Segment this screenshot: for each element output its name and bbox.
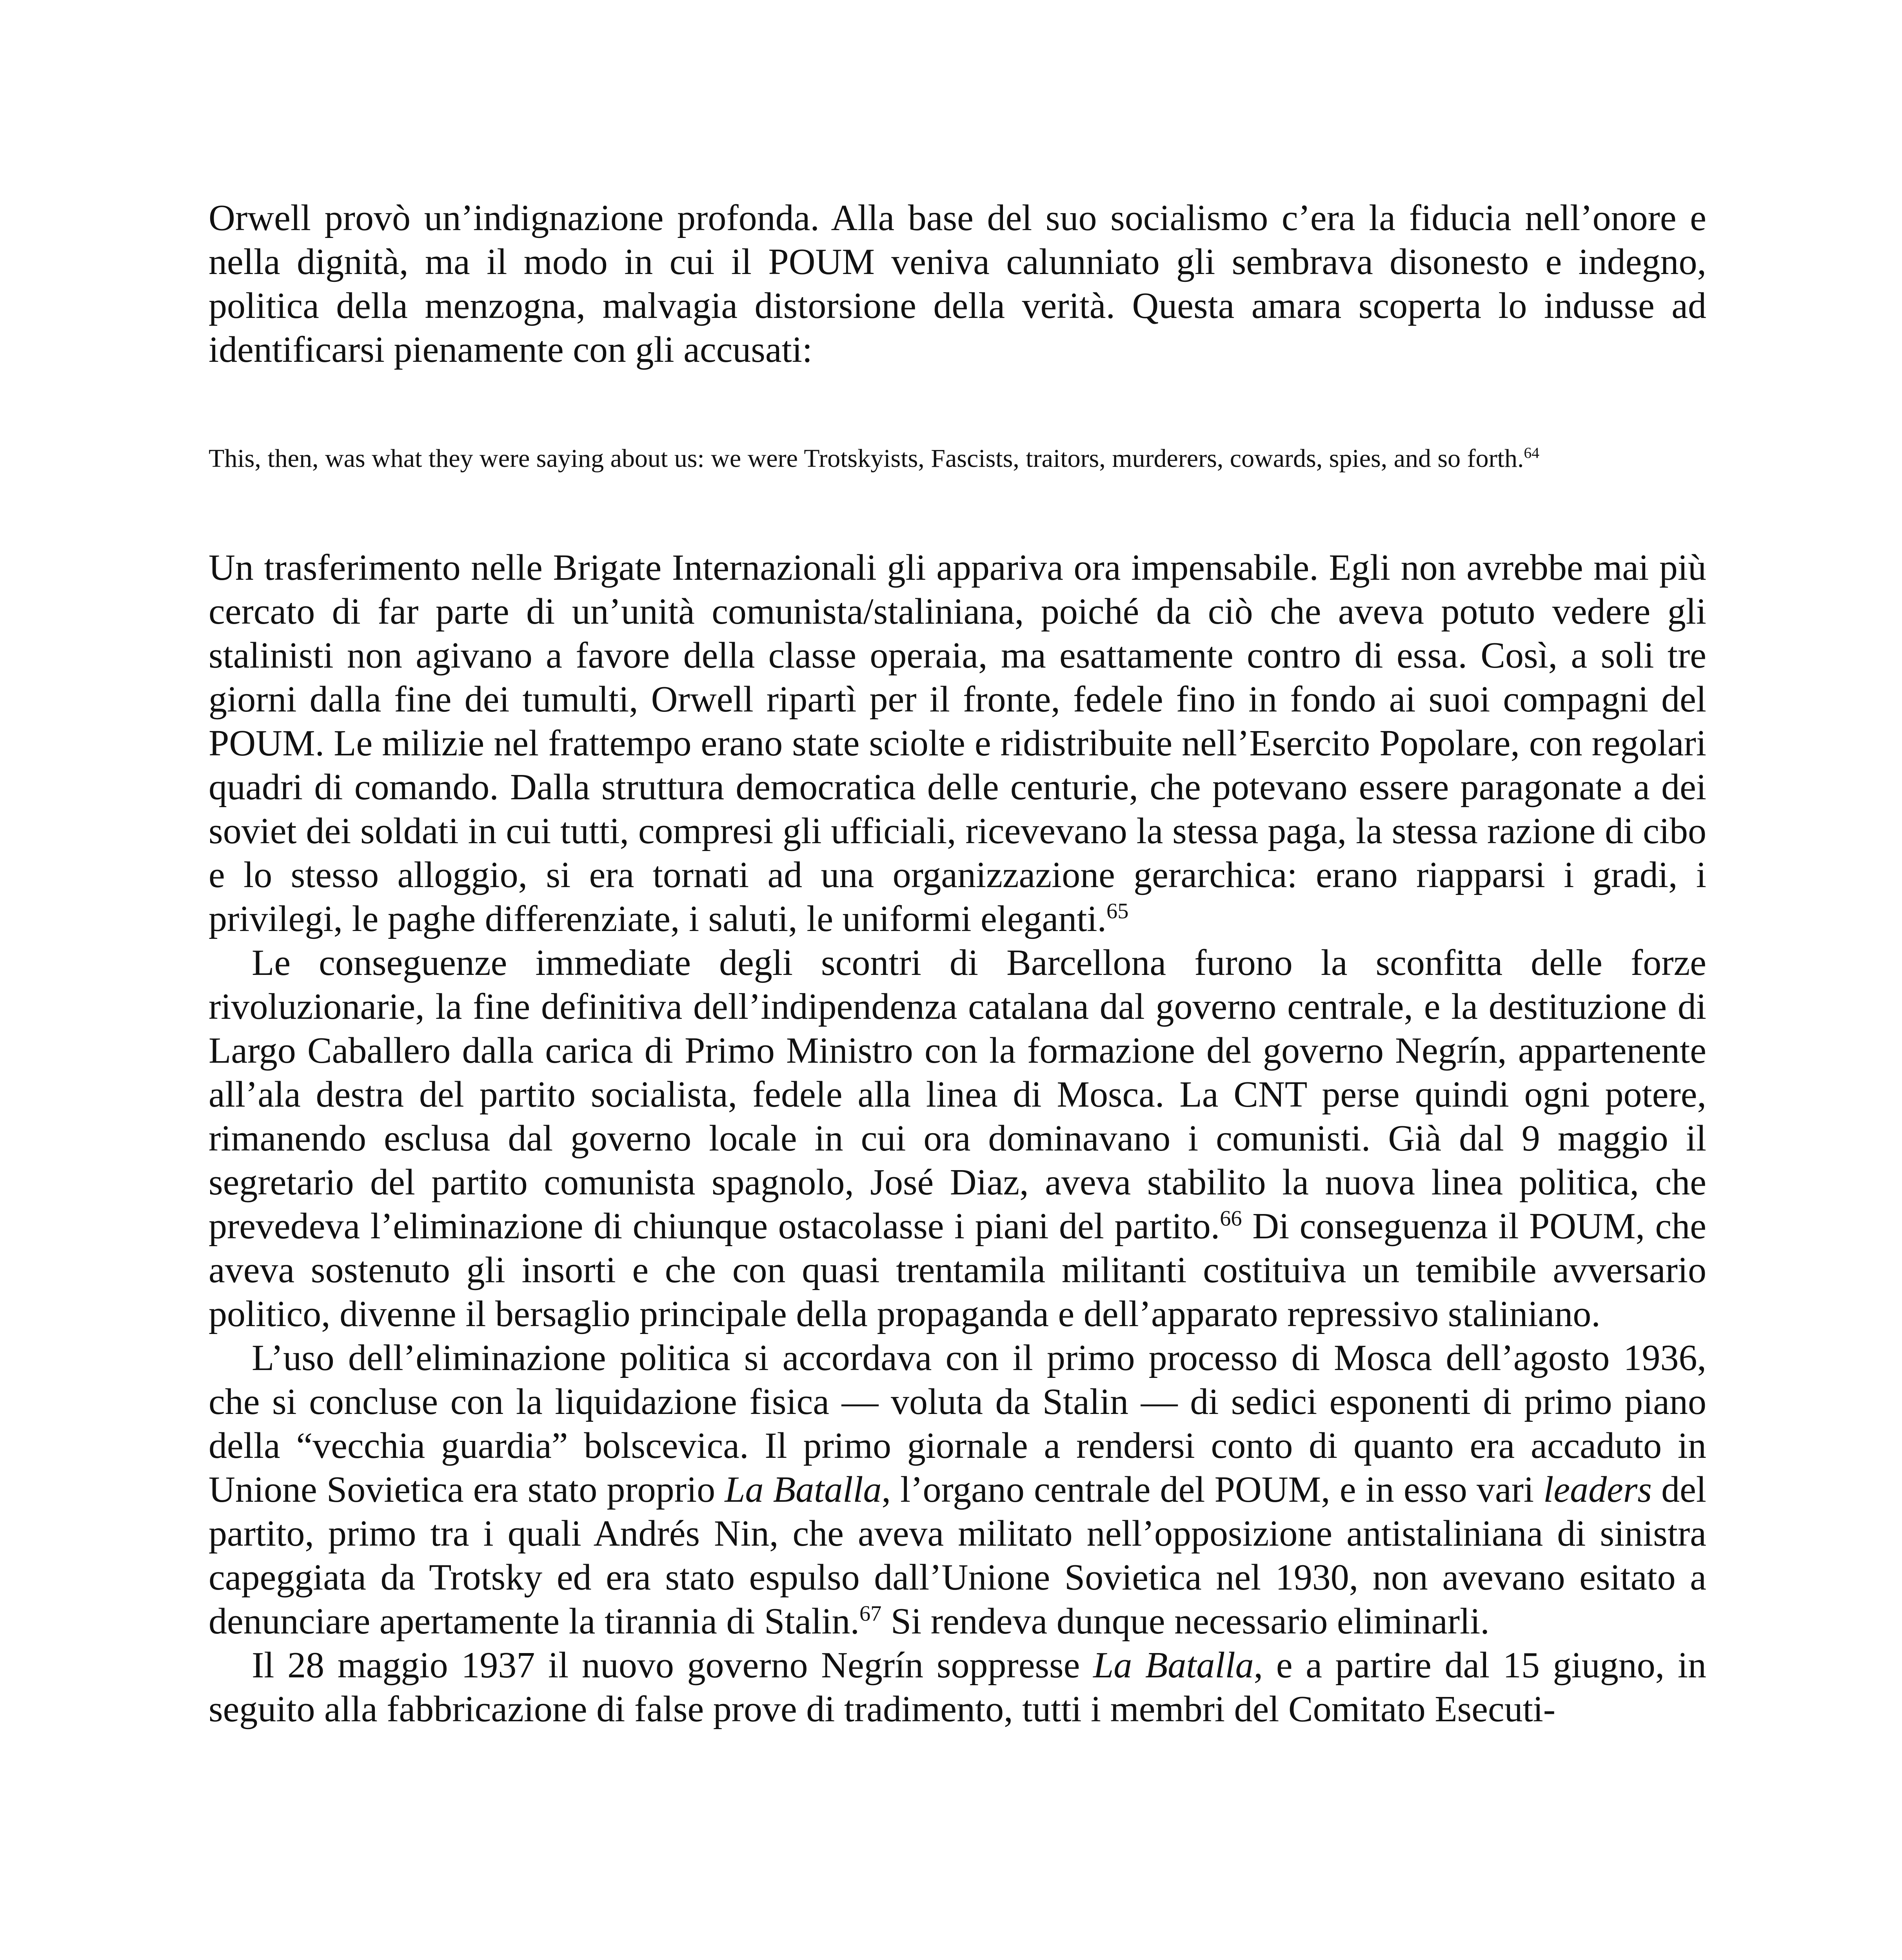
- paragraph-5-text-a: Il 28 maggio 1937 il nuovo governo Negrín soppresse: [252, 1645, 1093, 1686]
- paragraph-4-text-a: L’uso dell’eliminazione politica si accordava con il primo processo di Mosca dell’agosto 1936, che si concluse con la liquidazione fisica — voluta da Stalin — di sedici esponenti di primo piano della “vecchia guardia” bolscevica. Il primo giornale a rendersi conto di quanto era accaduto in Unione Sovietica era stato proprio: [209, 1338, 1706, 1510]
- paragraph-4-text-d: Si rendeva dunque necessario eliminarli.: [881, 1601, 1490, 1642]
- italic-word-leaders: leaders: [1543, 1469, 1652, 1510]
- paragraph-2: [209, 546, 1706, 941]
- paragraph-3-text: Le conseguenze immediate degli scontri di Barcellona furono la sconfitta delle forze rivoluzionarie, la fine definitiva dell’indipendenza catalana dal governo centrale, e la destituzione di Largo Caballero dalla carica di Primo Ministro con la formazione del governo Negrín, appartenente all’ala destra del partito socialista, fedele alla linea di Mosca. La CNT perse quindi ogni potere, rimanendo esclusa dal governo locale in cui ora dominavano i comunisti. Già dal 9 maggio il segretario del partito comunista spagnolo, José Diaz, aveva stabilito la nuova linea politica, che prevedeva l’eliminazione di chiunque ostacolasse i piani del partito.: [209, 942, 1706, 1247]
- paragraph-3-tail: Di conseguenza il POUM, che aveva sostenuto gli insorti e che con quasi trentamila militanti costituiva un temibile avversario politico, divenne il bersaglio principale della propaganda e dell’apparato repressivo staliniano.: [209, 1206, 1706, 1334]
- block-quote: [209, 440, 1706, 477]
- footnote-ref-65[interactable]: 65: [1106, 899, 1129, 924]
- footnote-ref-67[interactable]: 67: [859, 1601, 882, 1626]
- newspaper-title-2: La Batalla: [1093, 1645, 1254, 1686]
- paragraph-5-text-b: , e a partire dal 15 giugno, in seguito alla fabbricazione di false prove di tradimento, tutti i membri del Comitato Esecuti-: [209, 1645, 1706, 1730]
- paragraph-4-text-b: , l’organo centrale del POUM, e in esso vari: [881, 1469, 1544, 1510]
- paragraph-1: [209, 196, 1706, 372]
- paragraph-5: [209, 1643, 1706, 1731]
- paragraph-2-text: Un trasferimento nelle Brigate Internazionali gli appariva ora impensabile. Egli non avrebbe mai più cercato di far parte di un’unità comunista/staliniana, poiché da ciò che aveva potuto vedere gli stalinisti non agivano a favore della classe operaia, ma esattamente contro di essa. Così, a soli tre giorni dalla fine dei tumulti, Orwell ripartì per il fronte, fedele fino in fondo ai suoi compagni del POUM. Le milizie nel frattempo erano state sciolte e ridistribuite nell’Esercito Popolare, con regolari quadri di comando. Dalla struttura democratica delle centurie, che potevano essere paragonate a dei soviet dei soldati in cui tutti, compresi gli ufficiali, ricevevano la stessa paga, la stessa razione di cibo e lo stesso alloggio, si era tornati ad una organizzazione gerarchica: erano riapparsi i gradi, i privilegi, le paghe differenziate, i saluti, le uniformi eleganti.: [209, 547, 1706, 939]
- main-text: [209, 196, 1706, 1731]
- footnote-ref-66[interactable]: 66: [1220, 1206, 1242, 1231]
- footnote-ref-64[interactable]: 64: [1524, 444, 1540, 461]
- newspaper-title: La Batalla: [725, 1469, 882, 1510]
- paragraph-4-text-c: del partito, primo tra i quali Andrés Nin, che aveva militato nell’opposizione antistaliniana di sinistra capeggiata da Trotsky ed era stato espulso dall’Unione Sovietica nel 1930, non avevano esitato a denunciare apertamente la tirannia di Stalin.: [209, 1469, 1706, 1642]
- paragraph-3: [209, 941, 1706, 1336]
- paragraph-1-text: Orwell provò un’indignazione profonda. Alla base del suo socialismo c’era la fiducia nell’onore e nella dignità, ma il modo in cui il POUM veniva calunniato gli sembrava disonesto e indegno, politica della menzogna, malvagia distorsione della verità. Questa amara scoperta lo indusse ad identificarsi pienamente con gli accusati:: [209, 198, 1706, 370]
- paragraph-4: [209, 1336, 1706, 1643]
- block-quote-text: This, then, was what they were saying about us: we were Trotskyists, Fascists, traitors, murderers, cowards, spies, and so forth.: [209, 444, 1524, 473]
